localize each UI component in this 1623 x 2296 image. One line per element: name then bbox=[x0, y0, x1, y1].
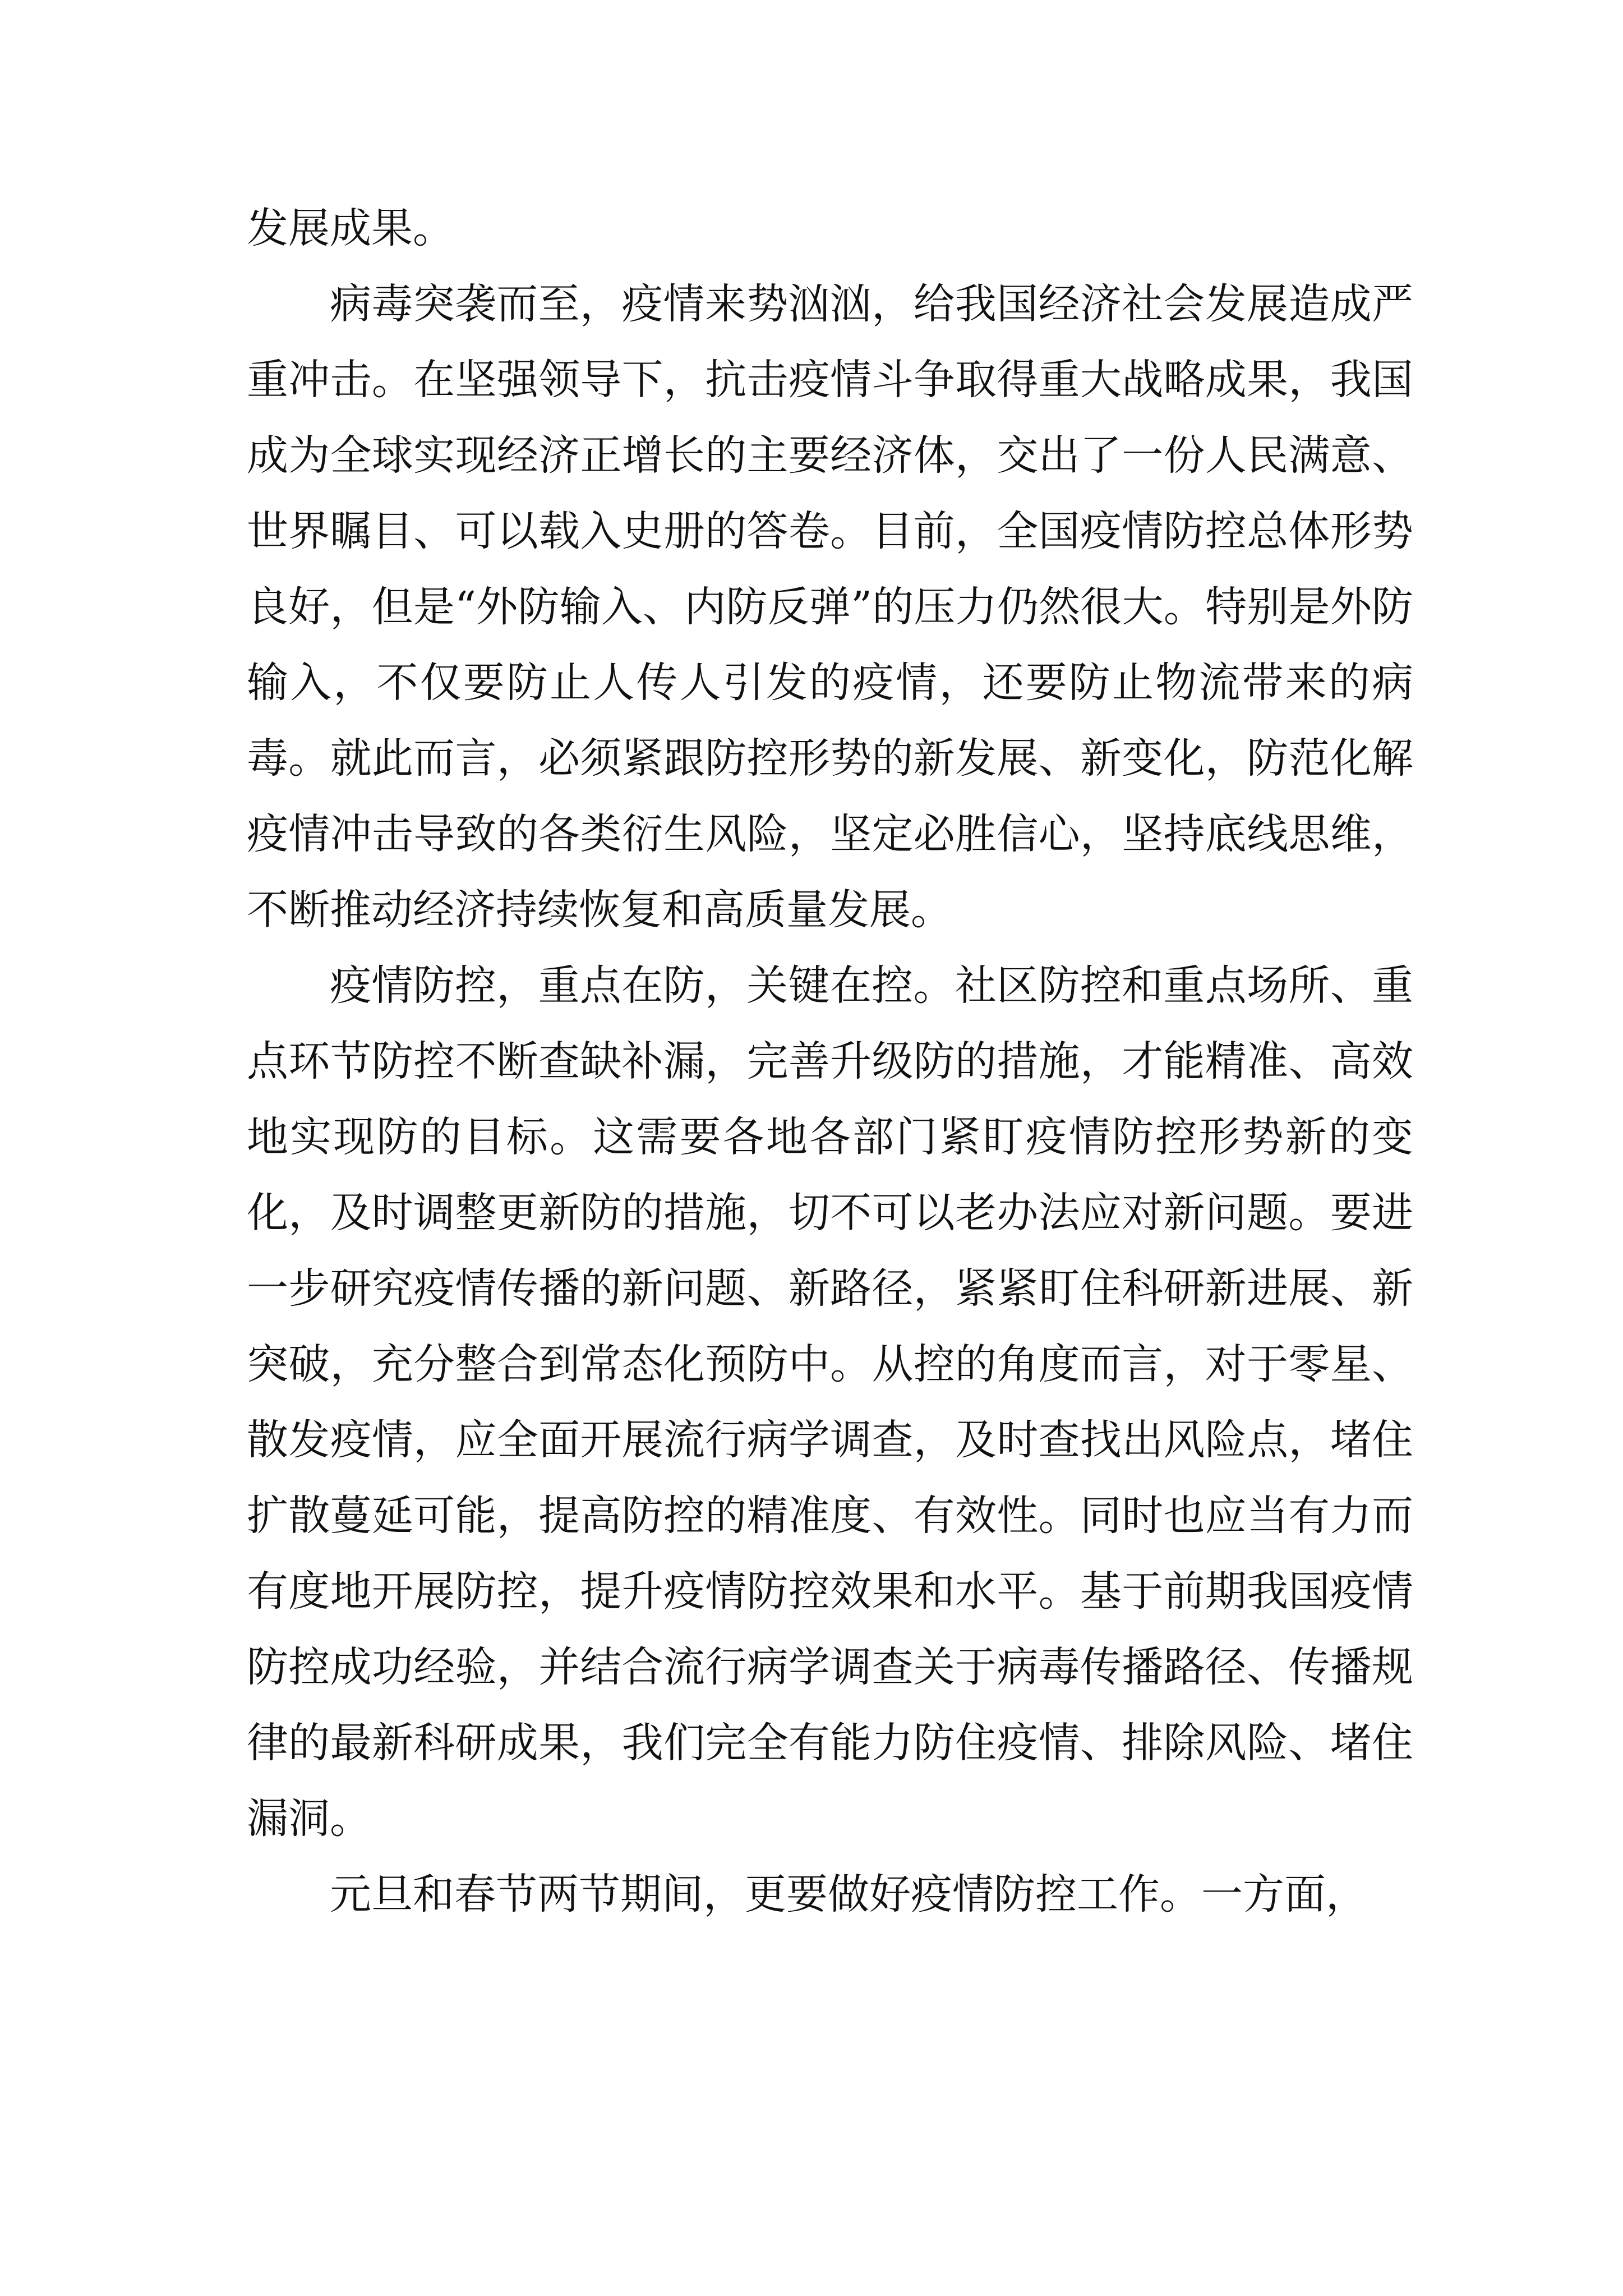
paragraph-continuation: 发展成果。 bbox=[247, 204, 454, 252]
document-body bbox=[247, 191, 1413, 1932]
paragraph-holiday-prevention: 元旦和春节两节期间，更要做好疫情防控工作。一方面， bbox=[330, 1870, 1367, 1918]
paragraph-epidemic-impact: 病毒突袭而至，疫情来势汹汹，给我国经济社会发展造成严重冲击。在坚强领导下，抗击疫情斗争取得重大战略成果，我国成为全球实现经济正增长的主要经济体，交出了一份人民满意、世界瞩目、可以载入史册的答卷。目前，全国疫情防控总体形势良好，但是“外防输入、内防反弹”的压力仍然很大。特别是外防输入，不仅要防止人传人引发的疫情，还要防止物流带来的病毒。就此而言，必须紧跟防控形势的新发展、新变化，防范化解疫情冲击导致的各类衍生风险，坚定必胜信心，坚持底线思维，不断推动经济持续恢复和高质量发展。 bbox=[247, 280, 1413, 934]
paragraph-prevention-control: 疫情防控，重点在防，关键在控。社区防控和重点场所、重点环节防控不断查缺补漏，完善升级防的措施，才能精准、高效地实现防的目标。这需要各地各部门紧盯疫情防控形势新的变化，及时调整更新防的措施，切不可以老办法应对新问题。要进一步研究疫情传播的新问题、新路径，紧紧盯住科研新进展、新突破，充分整合到常态化预防中。从控的角度而言，对于零星、散发疫情，应全面开展流行病学调查，及时查找出风险点，堵住扩散蔓延可能，提高防控的精准度、有效性。同时也应当有力而有度地开展防控，提升疫情防控效果和水平。基于前期我国疫情防控成功经验，并结合流行病学调查关于病毒传播路径、传播规律的最新科研成果，我们完全有能力防住疫情、排除风险、堵住漏洞。 bbox=[247, 961, 1413, 1843]
